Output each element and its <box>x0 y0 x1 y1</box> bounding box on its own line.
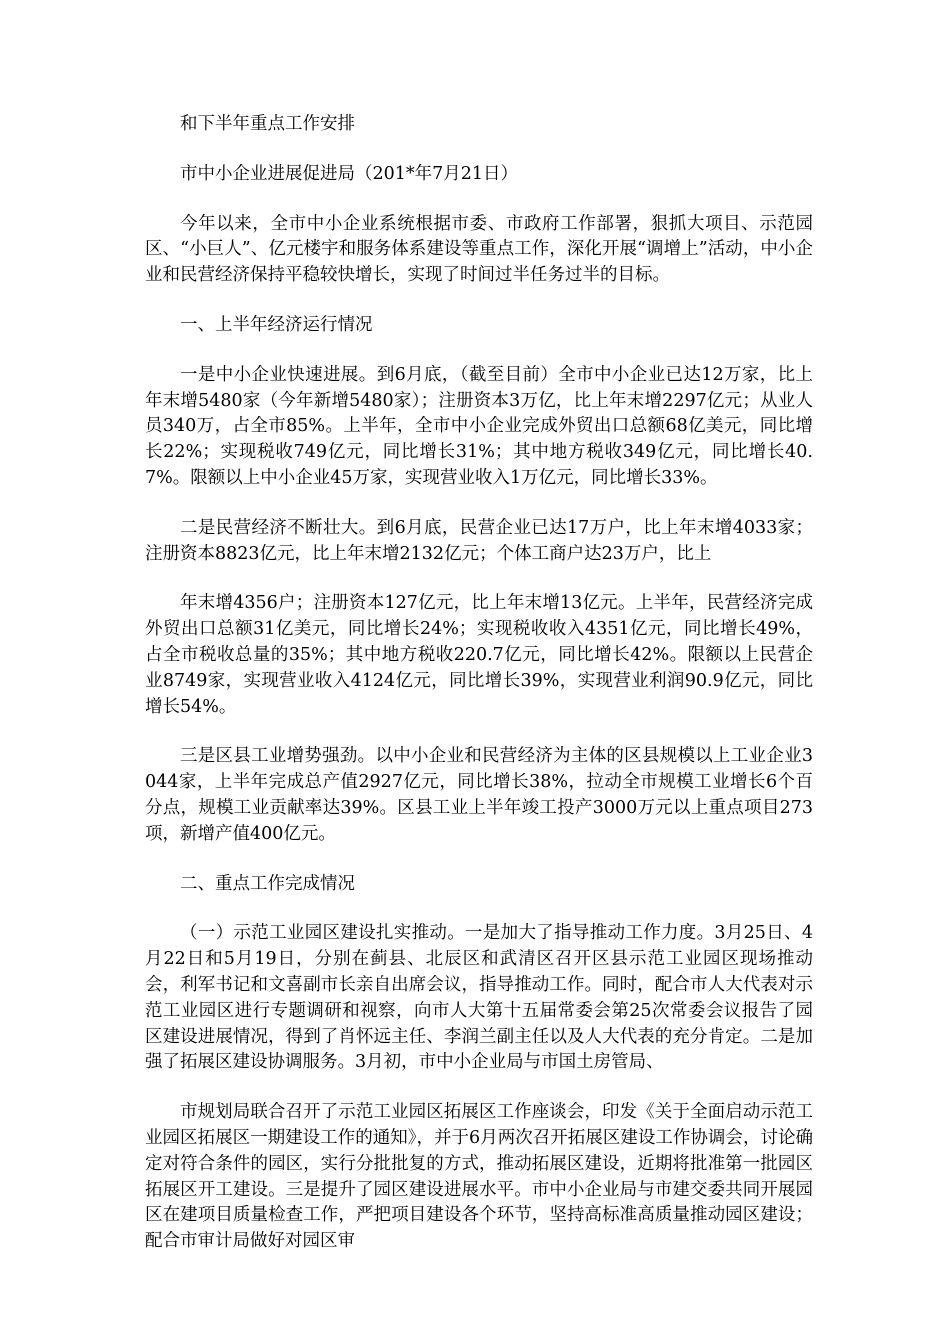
paragraph-sme-growth: 一是中小企业快速进展。到6月底，（截至目前）全市中小企业已达12万家，比上年末增5480家（今年新增5480家）；注册资本3万亿，比上年末增2297亿元；从业人员340万，占全市85%。上半年，全市中小企业完成外贸出口总额68亿美元，同比增长22%；实现税收749亿元，同比增长31%；其中地方税收349亿元，同比增长40.7%。限额以上中小企业45万家，实现营业收入1万亿元，同比增长33%。 <box>145 364 813 488</box>
intro-paragraph: 今年以来，全市中小企业系统根据市委、市政府工作部署，狠抓大项目、示范园区、“小巨人”、亿元楼宇和服务体系建设等重点工作，深化开展“调增上”活动，中小企业和民营经济保持平稳较快增长，实现了时间过半任务过半的目标。 <box>145 213 813 286</box>
heading-part-two: 二、重点工作完成情况 <box>180 873 355 894</box>
paragraph-county-industry: 三是区县工业增势强劲。以中小企业和民营经济为主体的区县规模以上工业企业3044家，上半年完成总产值2927亿元，同比增长38%，拉动全市规模工业增长6个百分点，规模工业贡献率达39%。区县工业上半年竣工投产3000万元以上重点项目273项，新增产值400亿元。 <box>145 746 813 844</box>
paragraph-industrial-parks: （一）示范工业园区建设扎实推动。一是加大了指导推动工作力度。3月25日、4月22日和5月19日，分别在蓟县、北辰区和武清区召开区县示范工业园区现场推动会，利军书记和文喜副市长亲自出席会议，指导推动工作。同时，配合市人大代表对示范工业园区进行专题调研和视察，向市人大第十五届常委会第25次常委会议报告了园区建设进展情况，得到了肖怀远主任、李润兰副主任以及人大代表的充分肯定。二是加强了拓展区建设协调服务。3月初，市中小企业局与市国土房管局、 <box>145 923 813 1073</box>
section-title: 和下半年重点工作安排 <box>180 114 355 134</box>
heading-part-one: 一、上半年经济运行情况 <box>180 314 373 335</box>
issuer-date-line: 市中小企业进展促进局（201*年7月21日） <box>180 163 519 184</box>
paragraph-private-economy-cont: 年末增4356户；注册资本127亿元，比上年末增13亿元。上半年，民营经济完成外贸出口总额31亿美元，同比增长24%；实现税收收入4351亿元，同比增长49%，占全市税收总量的35%；其中地方税收220.7亿元，同比增长42%。限额以上民营企业8749家，实现营业收入4124亿元，同比增长39%，实现营业利润90.9亿元，同比增长54%。 <box>145 593 813 717</box>
paragraph-expansion-zone: 市规划局联合召开了示范工业园区拓展区工作座谈会，印发《关于全面启动示范工业园区拓展区一期建设工作的通知》，并于6月两次召开拓展区建设工作协调会，讨论确定对符合条件的园区，实行分批批复的方式，推动拓展区建设，近期将批准第一批园区拓展区开工建设。三是提升了园区建设进展水平。市中小企业局与市建交委共同开展园区在建项目质量检查工作，严把项目建设各个环节，坚持高标准高质量推动园区建设；配合市审计局做好对园区审 <box>145 1102 813 1252</box>
document-body <box>145 112 813 1279</box>
paragraph-private-economy: 二是民营经济不断壮大。到6月底，民营企业已达17万户，比上年末增4033家；注册资本8823亿元，比上年末增2132亿元；个体工商户达23万户，比上 <box>145 517 813 564</box>
